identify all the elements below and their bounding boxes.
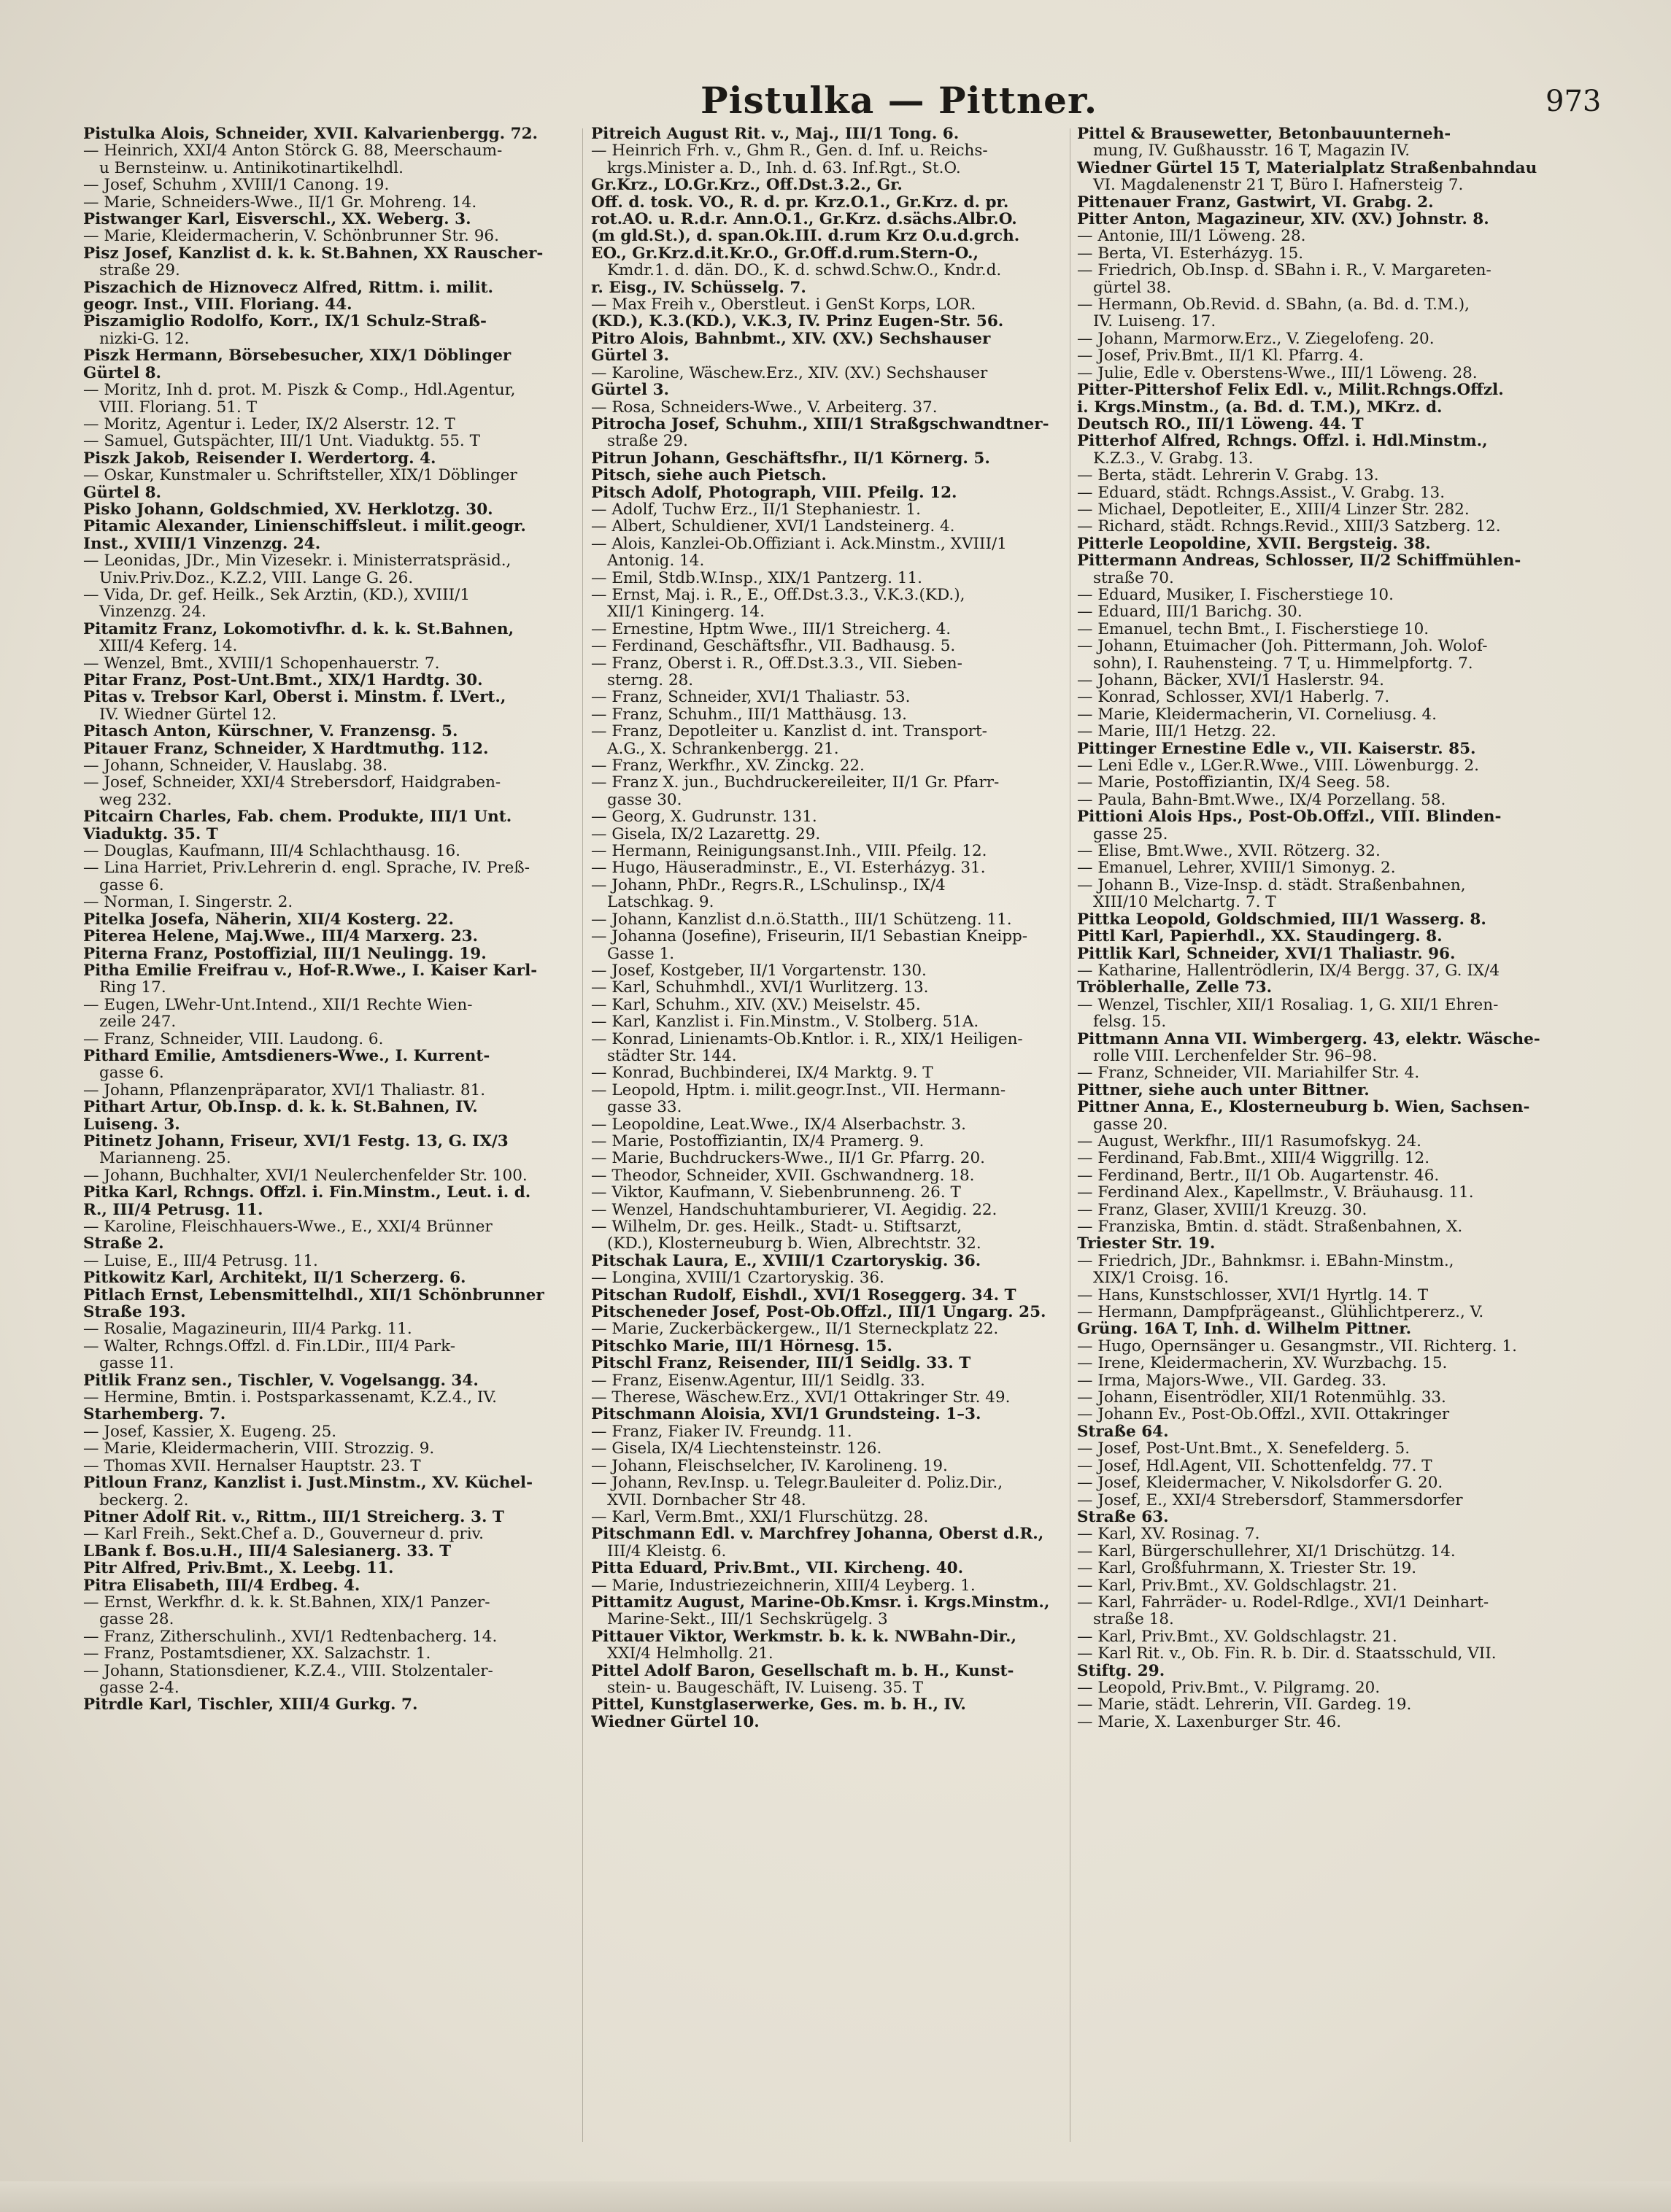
directory-entry-line: u Bernsteinw. u. Antinikotinartikelhdl. bbox=[99, 159, 404, 177]
directory-entry-line: r. Eisg., IV. Schüsselg. 7. bbox=[591, 279, 806, 297]
directory-entry-line: — Hermine, Bmtin. i. Postsparkassenamt, K.Z.4., IV. bbox=[83, 1389, 498, 1407]
directory-entry-line: — Josef, Post-Unt.Bmt., X. Senefelderg. 5. bbox=[1077, 1440, 1410, 1458]
directory-entry-line: — Hermann, Dampfprägeanst., Glühlichtpererz., V. bbox=[1077, 1304, 1484, 1321]
directory-entry-line: — Moritz, Agentur i. Leder, IX/2 Alserstr. 12. T bbox=[83, 415, 455, 433]
directory-entry-line: — Friedrich, Ob.Insp. d. SBahn i. R., V. Margareten- bbox=[1077, 262, 1491, 279]
directory-entry-line: — Gisela, IX/2 Lazarettg. 29. bbox=[591, 825, 821, 843]
directory-entry-line: — Therese, Wäschew.Erz., XVI/1 Ottakringer Str. 49. bbox=[591, 1389, 1011, 1407]
directory-entry-line: — Johann, Eisentrödler, XII/1 Rotenmühlg. 33. bbox=[1077, 1389, 1446, 1407]
directory-entry-line: — Marie, Kleidermacherin, VI. Corneliusg. 4. bbox=[1077, 705, 1437, 724]
directory-entry-line: Vinzenzg. 24. bbox=[99, 603, 207, 621]
directory-entry-line: Marine-Sekt., III/1 Sechskrügelg. 3 bbox=[607, 1611, 888, 1628]
directory-entry-line: — Emil, Stdb.W.Insp., XIX/1 Pantzerg. 11. bbox=[591, 569, 922, 587]
directory-entry-line: Pitar Franz, Post-Unt.Bmt., XIX/1 Hardtg. 30. bbox=[83, 672, 483, 689]
directory-entry-line: — Hermann, Ob.Revid. d. SBahn, (a. Bd. d. T.M.), bbox=[1077, 296, 1470, 314]
directory-entry-line: — Hermann, Reinigungsanst.Inh., VIII. Pfeilg. 12. bbox=[591, 843, 987, 860]
directory-entry-line: R., III/4 Petrusg. 11. bbox=[83, 1201, 263, 1218]
directory-entry-line: Pitkowitz Karl, Architekt, II/1 Scherzerg. 6. bbox=[83, 1269, 466, 1287]
directory-entry-line: Luiseng. 3. bbox=[83, 1115, 180, 1133]
directory-entry-line: — Rosalie, Magazineurin, III/4 Parkg. 11. bbox=[83, 1320, 412, 1338]
directory-entry-line: Gr.Krz., LO.Gr.Krz., Off.Dst.3.2., Gr. bbox=[591, 177, 903, 194]
directory-entry-line: — Johann B., Vize-Insp. d. städt. Straßenbahnen, bbox=[1077, 876, 1466, 894]
directory-entry-line: — Paula, Bahn-Bmt.Wwe., IX/4 Porzellang. 58. bbox=[1077, 791, 1446, 809]
directory-entry-line: — Karl, Priv.Bmt., XV. Goldschlagstr. 21. bbox=[1077, 1577, 1397, 1594]
directory-entry-line: — Franz, Fiaker IV. Freundg. 11. bbox=[591, 1423, 852, 1441]
directory-entry-line: — Eduard, Musiker, I. Fischerstiege 10. bbox=[1077, 586, 1394, 604]
directory-entry-line: XIII/10 Melchartg. 7. T bbox=[1093, 894, 1276, 911]
directory-entry-line: felsg. 15. bbox=[1093, 1013, 1167, 1031]
directory-entry-line: — Leonidas, JDr., Min Vizesekr. i. Ministerratspräsid., bbox=[83, 552, 512, 570]
directory-entry-line: — Marie, Kleidermacherin, VIII. Strozzig. 9. bbox=[83, 1440, 435, 1458]
directory-entry-line: krgs.Minister a. D., Inh. d. 63. Inf.Rgt., St.O. bbox=[607, 159, 961, 177]
page-title: Pistulka — Pittner. bbox=[701, 79, 1098, 122]
directory-entry-line: — Hugo, Häuseradminstr., E., VI. Esterházyg. 31. bbox=[591, 859, 986, 877]
directory-entry-line: Pistwanger Karl, Eisverschl., XX. Weberg. 3. bbox=[83, 211, 471, 228]
directory-entry-line: Pitschmann Edl. v. Marchfrey Johanna, Oberst d.R., bbox=[591, 1525, 1044, 1543]
directory-entry-line: — Leopold, Priv.Bmt., V. Pilgramg. 20. bbox=[1077, 1679, 1381, 1697]
directory-entry-line: rolle VIII. Lerchenfelder Str. 96–98. bbox=[1093, 1047, 1378, 1065]
directory-entry-line: Inst., XVIII/1 Vinzenzg. 24. bbox=[83, 535, 321, 553]
directory-entry-line: IV. Luiseng. 17. bbox=[1093, 313, 1216, 330]
directory-entry-line: sohn), I. Rauhensteing. 7 T, u. Himmelpfortg. 7. bbox=[1093, 654, 1473, 672]
directory-entry-line: — Albert, Schuldiener, XVI/1 Landsteinerg. 4. bbox=[591, 518, 955, 535]
directory-entry-line: — Franziska, Bmtin. d. städt. Straßenbahnen, X. bbox=[1077, 1218, 1463, 1236]
directory-entry-line: Pittmann Anna VII. Wimbergerg. 43, elektr. Wäsche- bbox=[1077, 1030, 1540, 1048]
directory-entry-line: — Ferdinand Alex., Kapellmstr., V. Bräuhausg. 11. bbox=[1077, 1184, 1474, 1202]
directory-entry-line: Pitamitz Franz, Lokomotivfhr. d. k. k. St.Bahnen, bbox=[83, 620, 514, 638]
directory-entry-line: — Franz, Postamtsdiener, XX. Salzachstr. 1. bbox=[83, 1645, 431, 1663]
directory-entry-line: — Marie, städt. Lehrerin, VII. Gardeg. 19. bbox=[1077, 1696, 1412, 1714]
directory-entry-line: Piszachich de Hiznovecz Alfred, Rittm. i. milit. bbox=[83, 279, 494, 297]
directory-entry-line: Piszamiglio Rodolfo, Korr., IX/1 Schulz-Straß- bbox=[83, 313, 487, 330]
directory-entry-line: Off. d. tosk. VO., R. d. pr. Krz.O.1., Gr.Krz. d. pr. bbox=[591, 193, 1009, 212]
directory-entry-line: — Leopold, Hptm. i. milit.geogr.Inst., VII. Hermann- bbox=[591, 1081, 1006, 1099]
directory-entry-line: — Johann Ev., Post-Ob.Offzl., XVII. Ottakringer bbox=[1077, 1406, 1450, 1423]
directory-entry-line: XVII. Dornbacher Str 48. bbox=[607, 1491, 806, 1509]
directory-column-1 bbox=[83, 125, 556, 2154]
directory-entry-line: Pitha Emilie Freifrau v., Hof-R.Wwe., I. Kaiser Karl- bbox=[83, 962, 538, 980]
directory-entry-line: Pitloun Franz, Kanzlist i. Just.Minstm., XV. Küchel- bbox=[83, 1474, 533, 1492]
directory-entry-line: Pitschan Rudolf, Eishdl., XVI/1 Roseggerg. 34. T bbox=[591, 1286, 1016, 1304]
directory-entry-line: — Franz, Werkfhr., XV. Zinckg. 22. bbox=[591, 757, 865, 775]
directory-entry-line: — Karl Rit. v., Ob. Fin. R. b. Dir. d. Staatsschuld, VII. bbox=[1077, 1645, 1497, 1663]
directory-entry-line: — Antonie, III/1 Löweng. 28. bbox=[1077, 228, 1306, 245]
directory-entry-line: — Moritz, Inh d. prot. M. Piszk & Comp., Hdl.Agentur, bbox=[83, 382, 516, 399]
directory-entry-line: Pitschl Franz, Reisender, III/1 Seidlg. 33. T bbox=[591, 1355, 971, 1372]
directory-entry-line: — Longina, XVIII/1 Czartoryskig. 36. bbox=[591, 1269, 884, 1287]
directory-entry-line: Pittel & Brausewetter, Betonbauunterneh- bbox=[1077, 125, 1451, 143]
directory-entry-line: A.G., X. Schrankenbergg. 21. bbox=[607, 740, 839, 758]
directory-entry-line: — Karl, Fahrräder- u. Rodel-Rdlge., XVI/1 Deinhart- bbox=[1077, 1593, 1489, 1612]
directory-entry-line: — Marie, Buchdruckers-Wwe., II/1 Gr. Pfarrg. 20. bbox=[591, 1150, 985, 1167]
directory-entry-line: Gasse 1. bbox=[607, 945, 675, 962]
directory-entry-line: — Wilhelm, Dr. ges. Heilk., Stadt- u. Stiftsarzt, bbox=[591, 1218, 962, 1236]
directory-entry-line: — Eduard, III/1 Barichg. 30. bbox=[1077, 603, 1303, 621]
directory-entry-line: — Leni Edle v., LGer.R.Wwe., VIII. Löwenburgg. 2. bbox=[1077, 757, 1480, 775]
directory-entry-line: Pittermann Andreas, Schlosser, II/2 Schiffmühlen- bbox=[1077, 552, 1521, 570]
page-bottom-edge bbox=[0, 2181, 1671, 2212]
directory-entry-line: — Gisela, IX/4 Liechtensteinstr. 126. bbox=[591, 1440, 882, 1458]
directory-entry-line: — Josef, E., XXI/4 Strebersdorf, Stammersdorfer bbox=[1077, 1491, 1463, 1509]
directory-entry-line: städter Str. 144. bbox=[607, 1047, 737, 1065]
directory-column-2 bbox=[591, 125, 1073, 2154]
directory-entry-line: Pitas v. Trebsor Karl, Oberst i. Minstm. f. LVert., bbox=[83, 689, 506, 706]
directory-entry-line: Pitr Alfred, Priv.Bmt., X. Leebg. 11. bbox=[83, 1560, 394, 1577]
directory-entry-line: Pitter Anton, Magazineur, XIV. (XV.) Johnstr. 8. bbox=[1077, 211, 1489, 228]
directory-entry-line: — Karl, Großfuhrmann, X. Triester Str. 19. bbox=[1077, 1560, 1417, 1577]
directory-entry-line: VIII. Floriang. 51. T bbox=[99, 398, 258, 416]
directory-entry-line: XIX/1 Croisg. 16. bbox=[1093, 1269, 1230, 1287]
directory-entry-line: Gürtel 3. bbox=[591, 382, 670, 399]
directory-entry-line: — Max Freih v., Oberstleut. i GenSt Korps, LOR. bbox=[591, 296, 976, 314]
directory-entry-line: — Marie, Industriezeichnerin, XIII/4 Leyberg. 1. bbox=[591, 1577, 976, 1594]
directory-entry-line: — Karl, Verm.Bmt., XXI/1 Flurschützg. 28. bbox=[591, 1508, 929, 1526]
directory-entry-line: Pittner Anna, E., Klosterneuburg b. Wien, Sachsen- bbox=[1077, 1099, 1530, 1116]
directory-entry-line: stein- u. Baugeschäft, IV. Luiseng. 35. T bbox=[607, 1679, 924, 1697]
directory-entry-line: — Josef, Hdl.Agent, VII. Schottenfeldg. 77. T bbox=[1077, 1457, 1432, 1475]
directory-entry-line: — Luise, E., III/4 Petrusg. 11. bbox=[83, 1252, 318, 1270]
directory-entry-line: — Josef, Priv.Bmt., II/1 Kl. Pfarrg. 4. bbox=[1077, 347, 1364, 365]
directory-entry-line: — August, Werkfhr., III/1 Rasumofskyg. 24. bbox=[1077, 1132, 1421, 1151]
directory-entry-line: VI. Magdalenenstr 21 T, Büro I. Hafnersteig 7. bbox=[1093, 177, 1464, 194]
directory-entry-line: — Konrad, Linienamts-Ob.Kntlor. i. R., XIX/1 Heiligen- bbox=[591, 1030, 1023, 1048]
directory-entry-line: Piterea Helene, Maj.Wwe., III/4 Marxerg. 23. bbox=[83, 928, 479, 945]
directory-entry-line: Pittioni Alois Hps., Post-Ob.Offzl., VIII. Blinden- bbox=[1077, 808, 1502, 826]
directory-entry-line: — Johann, Marmorw.Erz., V. Ziegelofeng. 20. bbox=[1077, 330, 1435, 348]
directory-entry-line: — Marie, Zuckerbäckergew., II/1 Sterneckplatz 22. bbox=[591, 1320, 999, 1338]
directory-entry-line: straße 70. bbox=[1093, 569, 1174, 587]
directory-entry-line: Pitamic Alexander, Linienschiffsleut. i milit.geogr. bbox=[83, 518, 526, 535]
directory-entry-line: — Ferdinand, Geschäftsfhr., VII. Badhausg. 5. bbox=[591, 638, 956, 655]
directory-entry-line: Pitscheneder Josef, Post-Ob.Offzl., III/1 Ungarg. 25. bbox=[591, 1304, 1046, 1321]
directory-entry-line: — Karl, Priv.Bmt., XV. Goldschlagstr. 21. bbox=[1077, 1628, 1397, 1646]
directory-entry-line: — Johann, Schneider, V. Hauslabg. 38. bbox=[83, 757, 388, 775]
directory-entry-line: — Thomas XVII. Hernalser Hauptstr. 23. T bbox=[83, 1457, 421, 1475]
directory-entry-line: XII/1 Kiningerg. 14. bbox=[607, 603, 765, 621]
directory-entry-line: — Hans, Kunstschlosser, XVI/1 Hyrtlg. 14. T bbox=[1077, 1286, 1429, 1304]
directory-entry-line: LBank f. Bos.u.H., III/4 Salesianerg. 33. T bbox=[83, 1542, 452, 1561]
directory-entry-line: XIII/4 Keferg. 14. bbox=[99, 638, 238, 655]
directory-entry-line: — Ernst, Werkfhr. d. k. k. St.Bahnen, XIX/1 Panzer- bbox=[83, 1593, 490, 1612]
directory-entry-line: gasse 6. bbox=[99, 1064, 164, 1082]
directory-entry-line: — Franz, Schneider, XVI/1 Thaliastr. 53. bbox=[591, 689, 911, 706]
directory-entry-line: Pittauer Viktor, Werkmstr. b. k. k. NWBahn-Dir., bbox=[591, 1628, 1016, 1646]
directory-entry-line: Pitschak Laura, E., XVIII/1 Czartoryskig. 36. bbox=[591, 1252, 981, 1270]
directory-entry-line: Pitner Adolf Rit. v., Rittm., III/1 Streicherg. 3. T bbox=[83, 1508, 504, 1526]
column-divider bbox=[582, 128, 583, 2142]
directory-entry-line: Pitter-Pittershof Felix Edl. v., Milit.Rchngs.Offzl. bbox=[1077, 382, 1504, 399]
directory-entry-line: Ring 17. bbox=[99, 979, 166, 997]
directory-entry-line: Gürtel 8. bbox=[83, 364, 162, 382]
directory-entry-line: Starhemberg. 7. bbox=[83, 1406, 226, 1423]
directory-entry-line: Pisz Josef, Kanzlist d. k. k. St.Bahnen, XX Rauscher- bbox=[83, 244, 544, 263]
directory-entry-line: — Johann, Stationsdiener, K.Z.4., VIII. Stolzentaler- bbox=[83, 1662, 493, 1679]
directory-entry-line: — Josef, Kassier, X. Eugeng. 25. bbox=[83, 1423, 337, 1441]
directory-entry-line: Pitterle Leopoldine, XVII. Bergsteig. 38. bbox=[1077, 535, 1431, 553]
directory-entry-line: — Wenzel, Handschuhtamburierer, VI. Aegidig. 22. bbox=[591, 1201, 997, 1218]
directory-entry-line: Stiftg. 29. bbox=[1077, 1662, 1165, 1679]
directory-entry-line: Pitschmann Aloisia, XVI/1 Grundsteing. 1–3. bbox=[591, 1406, 981, 1423]
directory-entry-line: — Franz, Oberst i. R., Off.Dst.3.3., VII. Sieben- bbox=[591, 654, 962, 672]
directory-entry-line: — Viktor, Kaufmann, V. Siebenbrunneng. 26. T bbox=[591, 1184, 961, 1202]
directory-entry-line: — Ferdinand, Fab.Bmt., XIII/4 Wiggrillg. 12. bbox=[1077, 1150, 1430, 1167]
directory-entry-line: — Alois, Kanzlei-Ob.Offiziant i. Ack.Minstm., XVIII/1 bbox=[591, 535, 1007, 553]
directory-entry-line: — Johann, Rev.Insp. u. Telegr.Bauleiter d. Poliz.Dir., bbox=[591, 1474, 1003, 1492]
directory-entry-line: Straße 2. bbox=[83, 1235, 164, 1253]
directory-entry-line: — Marie, Postoffiziantin, IX/4 Pramerg. 9. bbox=[591, 1132, 925, 1151]
directory-entry-line: (KD.), Klosterneuburg b. Wien, Albrechtstr. 32. bbox=[607, 1235, 981, 1253]
directory-entry-line: gasse 25. bbox=[1093, 825, 1168, 843]
directory-entry-line: Gürtel 8. bbox=[83, 484, 162, 501]
directory-entry-line: — Adolf, Tuchw Erz., II/1 Stephaniestr. 1. bbox=[591, 500, 921, 519]
directory-entry-line: Pitreich August Rit. v., Maj., III/1 Tong. 6. bbox=[591, 125, 960, 143]
directory-entry-line: Pitasch Anton, Kürschner, V. Franzensg. 5. bbox=[83, 723, 458, 740]
directory-entry-line: Pitta Eduard, Priv.Bmt., VII. Kircheng. 40. bbox=[591, 1560, 964, 1577]
directory-entry-line: — Marie, X. Laxenburger Str. 46. bbox=[1077, 1713, 1342, 1731]
directory-entry-line: Tröblerhalle, Zelle 73. bbox=[1077, 979, 1273, 997]
directory-entry-line: — Ernestine, Hptm Wwe., III/1 Streicherg. 4. bbox=[591, 620, 952, 638]
directory-entry-line: Pittel, Kunstglaserwerke, Ges. m. b. H., IV. bbox=[591, 1696, 966, 1714]
directory-entry-line: Pittamitz August, Marine-Ob.Kmsr. i. Krgs.Minstm., bbox=[591, 1593, 1050, 1612]
directory-entry-line: Pitschko Marie, III/1 Hörnesg. 15. bbox=[591, 1337, 892, 1356]
directory-entry-line: — Karl, XV. Rosinag. 7. bbox=[1077, 1525, 1260, 1543]
directory-entry-line: — Karl Freih., Sekt.Chef a. D., Gouverneur d. priv. bbox=[83, 1525, 484, 1543]
directory-entry-line: — Franz X. jun., Buchdruckereileiter, II/1 Gr. Pfarr- bbox=[591, 774, 1000, 792]
directory-entry-line: — Heinrich, XXI/4 Anton Störck G. 88, Meerschaum- bbox=[83, 142, 503, 160]
directory-entry-line: — Johann, Etuimacher (Joh. Pittermann, Joh. Wolof- bbox=[1077, 638, 1488, 655]
directory-entry-line: weg 232. bbox=[99, 791, 172, 809]
directory-entry-line: Pisko Johann, Goldschmied, XV. Herklotzg. 30. bbox=[83, 500, 493, 519]
directory-entry-line: — Georg, X. Gudrunstr. 131. bbox=[591, 808, 817, 826]
directory-entry-line: — Emanuel, techn Bmt., I. Fischerstiege 10. bbox=[1077, 620, 1429, 638]
directory-entry-line: Pitlach Ernst, Lebensmittelhdl., XII/1 Schönbrunner bbox=[83, 1286, 544, 1304]
directory-entry-line: Kmdr.1. d. dän. DO., K. d. schwd.Schw.O., Kndr.d. bbox=[607, 262, 1002, 279]
directory-entry-line: — Theodor, Schneider, XVII. Gschwandnerg. 18. bbox=[591, 1167, 975, 1185]
directory-entry-line: — Karl, Kanzlist i. Fin.Minstm., V. Stolberg. 51A. bbox=[591, 1013, 979, 1031]
directory-entry-line: Pittel Adolf Baron, Gesellschaft m. b. H., Kunst- bbox=[591, 1662, 1014, 1679]
directory-entry-line: — Julie, Edle v. Oberstens-Wwe., III/1 Löweng. 28. bbox=[1077, 364, 1478, 382]
directory-entry-line: Pitterhof Alfred, Rchngs. Offzl. i. Hdl.Minstm., bbox=[1077, 433, 1488, 450]
directory-entry-line: straße 29. bbox=[99, 262, 180, 279]
directory-entry-line: — Eduard, städt. Rchngs.Assist., V. Grabg. 13. bbox=[1077, 484, 1446, 501]
page-number: 973 bbox=[1545, 85, 1602, 118]
directory-entry-line: — Marie, Postoffiziantin, IX/4 Seeg. 58. bbox=[1077, 774, 1391, 792]
directory-entry-line: Pitrdle Karl, Tischler, XIII/4 Gurkg. 7. bbox=[83, 1696, 418, 1714]
directory-entry-line: — Josef, Schuhm , XVIII/1 Canong. 19. bbox=[83, 177, 390, 194]
directory-entry-line: — Heinrich Frh. v., Ghm R., Gen. d. Inf. u. Reichs- bbox=[591, 142, 988, 160]
directory-entry-line: Pitinetz Johann, Friseur, XVI/1 Festg. 13, G. IX/3 bbox=[83, 1132, 509, 1151]
directory-entry-line: — Berta, städt. Lehrerin V. Grabg. 13. bbox=[1077, 467, 1379, 484]
directory-entry-line: — Franz, Schneider, VII. Mariahilfer Str. 4. bbox=[1077, 1064, 1420, 1082]
directory-entry-line: — Franz, Schuhm., III/1 Matthäusg. 13. bbox=[591, 705, 907, 724]
page-header bbox=[0, 73, 1671, 131]
directory-entry-line: Wiedner Gürtel 10. bbox=[591, 1713, 760, 1731]
directory-entry-line: — Johann, Kanzlist d.n.ö.Statth., III/1 Schützeng. 11. bbox=[591, 910, 1012, 929]
directory-entry-line: mung, IV. Gußhausstr. 16 T, Magazin IV. bbox=[1093, 142, 1410, 160]
directory-entry-line: — Karl, Bürgerschullehrer, XI/1 Drischützg. 14. bbox=[1077, 1542, 1456, 1561]
directory-column-3 bbox=[1077, 125, 1581, 2154]
directory-entry-line: Pittner, siehe auch unter Bittner. bbox=[1077, 1081, 1370, 1099]
directory-entry-line: — Wenzel, Bmt., XVIII/1 Schopenhauerstr. 7. bbox=[83, 654, 440, 672]
directory-entry-line: — Rosa, Schneiders-Wwe., V. Arbeiterg. 37. bbox=[591, 398, 938, 416]
directory-entry-line: — Marie, III/1 Hetzg. 22. bbox=[1077, 723, 1277, 740]
directory-entry-line: — Johann, PhDr., Regrs.R., LSchulinsp., IX/4 bbox=[591, 876, 946, 894]
directory-entry-line: — Konrad, Buchbinderei, IX/4 Marktg. 9. T bbox=[591, 1064, 933, 1082]
directory-entry-line: Pithart Artur, Ob.Insp. d. k. k. St.Bahnen, IV. bbox=[83, 1099, 478, 1116]
directory-entry-line: geogr. Inst., VIII. Floriang. 44. bbox=[83, 296, 352, 314]
directory-entry-line: Deutsch RO., III/1 Löweng. 44. T bbox=[1077, 415, 1364, 433]
directory-entry-line: Straße 64. bbox=[1077, 1423, 1169, 1441]
directory-entry-line: — Richard, städt. Rchngs.Revid., XIII/3 Satzberg. 12. bbox=[1077, 518, 1501, 535]
directory-entry-line: — Johanna (Josefine), Friseurin, II/1 Sebastian Kneipp- bbox=[591, 928, 1028, 945]
directory-entry-line: straße 18. bbox=[1093, 1611, 1174, 1628]
directory-entry-line: Straße 193. bbox=[83, 1304, 186, 1321]
directory-entry-line: — Elise, Bmt.Wwe., XVII. Rötzerg. 32. bbox=[1077, 843, 1381, 860]
directory-entry-line: — Marie, Schneiders-Wwe., II/1 Gr. Mohreng. 14. bbox=[83, 193, 477, 212]
directory-entry-line: straße 29. bbox=[607, 433, 688, 450]
directory-entry-line: Pittka Leopold, Goldschmied, III/1 Wasserg. 8. bbox=[1077, 910, 1486, 929]
directory-entry-line: Triester Str. 19. bbox=[1077, 1235, 1216, 1253]
directory-entry-line: — Karoline, Wäschew.Erz., XIV. (XV.) Sechshauser bbox=[591, 364, 988, 382]
directory-entry-line: gasse 33. bbox=[607, 1099, 682, 1116]
directory-entry-line: Univ.Priv.Doz., K.Z.2, VIII. Lange G. 26. bbox=[99, 569, 414, 587]
directory-entry-line: — Norman, I. Singerstr. 2. bbox=[83, 894, 293, 911]
directory-entry-line: (KD.), K.3.(KD.), V.K.3, IV. Prinz Eugen-Str. 56. bbox=[591, 313, 1004, 330]
directory-entry-line: Pitsch Adolf, Photograph, VIII. Pfeilg. 12. bbox=[591, 484, 957, 501]
directory-entry-line: Pitelka Josefa, Näherin, XII/4 Kosterg. 22. bbox=[83, 910, 454, 929]
directory-entry-line: Pitra Elisabeth, III/4 Erdbeg. 4. bbox=[83, 1577, 360, 1594]
directory-entry-line: — Hugo, Opernsänger u. Gesangmstr., VII. Richterg. 1. bbox=[1077, 1337, 1517, 1356]
directory-entry-line: — Johann, Pflanzenpräparator, XVI/1 Thaliastr. 81. bbox=[83, 1081, 486, 1099]
directory-entry-line: — Irma, Majors-Wwe., VII. Gardeg. 33. bbox=[1077, 1372, 1387, 1390]
directory-entry-line: Piszk Hermann, Börsebesucher, XIX/1 Döblinger bbox=[83, 347, 512, 365]
directory-entry-line: Latschkag. 9. bbox=[607, 894, 714, 911]
directory-entry-line: — Johann, Buchhalter, XVI/1 Neulerchenfelder Str. 100. bbox=[83, 1167, 528, 1185]
directory-entry-line: — Douglas, Kaufmann, III/4 Schlachthausg. 16. bbox=[83, 843, 461, 860]
directory-entry-line: — Ernst, Maj. i. R., E., Off.Dst.3.3., V.K.3.(KD.), bbox=[591, 586, 965, 604]
directory-entry-line: (m gld.St.), d. span.Ok.III. d.rum Krz O.u.d.grch. bbox=[591, 228, 1020, 245]
directory-entry-line: EO., Gr.Krz.d.it.Kr.O., Gr.Off.d.rum.Stern-O., bbox=[591, 244, 979, 263]
directory-entry-line: — Irene, Kleidermacherin, XV. Wurzbachg. 15. bbox=[1077, 1355, 1448, 1372]
directory-entry-line: Pitauer Franz, Schneider, X Hardtmuthg. 112. bbox=[83, 740, 489, 758]
directory-entry-line: Antonig. 14. bbox=[607, 552, 705, 570]
directory-entry-line: — Karoline, Fleischhauers-Wwe., E., XXI/4 Brünner bbox=[83, 1218, 493, 1236]
directory-entry-line: Wiedner Gürtel 15 T, Materialplatz Straßenbahndau bbox=[1077, 159, 1537, 177]
directory-entry-line: gasse 30. bbox=[607, 791, 682, 809]
directory-entry-line: K.Z.3., V. Grabg. 13. bbox=[1093, 449, 1254, 468]
directory-entry-line: gasse 6. bbox=[99, 876, 164, 894]
directory-entry-line: zeile 247. bbox=[99, 1013, 177, 1031]
directory-entry-line: Pitrun Johann, Geschäftsfhr., II/1 Körnerg. 5. bbox=[591, 449, 990, 468]
directory-entry-line: — Franz, Schneider, VIII. Laudong. 6. bbox=[83, 1030, 384, 1048]
directory-entry-line: — Oskar, Kunstmaler u. Schriftsteller, XIX/1 Döblinger bbox=[83, 467, 517, 484]
directory-entry-line: Pitlik Franz sen., Tischler, V. Vogelsangg. 34. bbox=[83, 1372, 479, 1390]
directory-entry-line: — Wenzel, Tischler, XII/1 Rosaliag. 1, G. XII/1 Ehren- bbox=[1077, 996, 1499, 1014]
directory-entry-line: gasse 28. bbox=[99, 1611, 174, 1628]
directory-entry-line: Pittinger Ernestine Edle v., VII. Kaiserstr. 85. bbox=[1077, 740, 1476, 758]
directory-entry-line: Pittl Karl, Papierhdl., XX. Staudingerg. 8. bbox=[1077, 928, 1443, 945]
directory-entry-line: — Michael, Depotleiter, E., XIII/4 Linzer Str. 282. bbox=[1077, 500, 1470, 519]
directory-entry-line: — Johann, Fleischselcher, IV. Karolineng. 19. bbox=[591, 1457, 948, 1475]
directory-entry-line: — Franz, Depotleiter u. Kanzlist d. int. Transport- bbox=[591, 723, 987, 740]
directory-entry-line: i. Krgs.Minstm., (a. Bd. d. T.M.), MKrz. d. bbox=[1077, 398, 1443, 416]
directory-entry-line: XXI/4 Helmhollg. 21. bbox=[607, 1645, 773, 1663]
directory-entry-line: Pitro Alois, Bahnbmt., XIV. (XV.) Sechshauser bbox=[591, 330, 991, 348]
directory-entry-line: gasse 2-4. bbox=[99, 1679, 180, 1697]
directory-entry-line: III/4 Kleistg. 6. bbox=[607, 1542, 727, 1561]
directory-entry-line: — Franz, Glaser, XVIII/1 Kreuzg. 30. bbox=[1077, 1201, 1367, 1218]
directory-entry-line: Gürtel 3. bbox=[591, 347, 670, 365]
directory-entry-line: — Lina Harriet, Priv.Lehrerin d. engl. Sprache, IV. Preß- bbox=[83, 859, 530, 877]
directory-entry-line: — Marie, Kleidermacherin, V. Schönbrunner Str. 96. bbox=[83, 228, 499, 245]
directory-entry-line: beckerg. 2. bbox=[99, 1491, 189, 1509]
directory-entry-line: — Karl, Schuhm., XIV. (XV.) Meiselstr. 45. bbox=[591, 996, 921, 1014]
directory-entry-line: — Emanuel, Lehrer, XVIII/1 Simonyg. 2. bbox=[1077, 859, 1396, 877]
directory-entry-line: gürtel 38. bbox=[1093, 279, 1172, 297]
directory-entry-line: — Katharine, Hallentrödlerin, IX/4 Bergg. 37, G. IX/4 bbox=[1077, 962, 1500, 980]
directory-entry-line: Piszk Jakob, Reisender I. Werdertorg. 4. bbox=[83, 449, 436, 468]
directory-entry-line: IV. Wiedner Gürtel 12. bbox=[99, 705, 277, 724]
directory-entry-line: — Josef, Kostgeber, II/1 Vorgartenstr. 130. bbox=[591, 962, 927, 980]
directory-entry-line: Pittlik Karl, Schneider, XVI/1 Thaliastr. 96. bbox=[1077, 945, 1456, 962]
directory-entry-line: — Walter, Rchngs.Offzl. d. Fin.LDir., III/4 Park- bbox=[83, 1337, 455, 1356]
directory-entry-line: — Berta, VI. Esterházyg. 15. bbox=[1077, 244, 1304, 263]
directory-entry-line: — Franz, Eisenw.Agentur, III/1 Seidlg. 33. bbox=[591, 1372, 925, 1390]
directory-entry-line: — Eugen, LWehr-Unt.Intend., XII/1 Rechte Wien- bbox=[83, 996, 473, 1014]
directory-entry-line: Grüng. 16A T, Inh. d. Wilhelm Pittner. bbox=[1077, 1320, 1412, 1338]
directory-entry-line: — Leopoldine, Leat.Wwe., IX/4 Alserbachstr. 3. bbox=[591, 1115, 966, 1133]
directory-entry-line: — Konrad, Schlosser, XVI/1 Haberlg. 7. bbox=[1077, 689, 1390, 706]
directory-entry-line: nizki-G. 12. bbox=[99, 330, 190, 348]
directory-entry-line: rot.AO. u. R.d.r. Ann.O.1., Gr.Krz. d.sächs.Albr.O. bbox=[591, 211, 1017, 228]
directory-entry-line: Viaduktg. 35. T bbox=[83, 825, 218, 843]
directory-entry-line: — Josef, Kleidermacher, V. Nikolsdorfer G. 20. bbox=[1077, 1474, 1443, 1492]
directory-entry-line: — Franz, Zitherschulinh., XVI/1 Redtenbacherg. 14. bbox=[83, 1628, 498, 1646]
directory-entry-line: — Ferdinand, Bertr., II/1 Ob. Augartenstr. 46. bbox=[1077, 1167, 1440, 1185]
directory-entry-line: gasse 11. bbox=[99, 1355, 174, 1372]
directory-entry-line: Piterna Franz, Postoffizial, III/1 Neulingg. 19. bbox=[83, 945, 487, 962]
directory-entry-line: — Samuel, Gutspächter, III/1 Unt. Viaduktg. 55. T bbox=[83, 433, 480, 450]
directory-entry-line: Pistulka Alois, Schneider, XVII. Kalvarienbergg. 72. bbox=[83, 125, 539, 143]
directory-entry-line: — Friedrich, JDr., Bahnkmsr. i. EBahn-Minstm., bbox=[1077, 1252, 1454, 1270]
directory-entry-line: — Johann, Bäcker, XVI/1 Haslerstr. 94. bbox=[1077, 672, 1384, 689]
directory-entry-line: Pitsch, siehe auch Pietsch. bbox=[591, 467, 827, 484]
directory-entry-line: — Karl, Schuhmhdl., XVI/1 Wurlitzerg. 13. bbox=[591, 979, 929, 997]
directory-entry-line: — Josef, Schneider, XXI/4 Strebersdorf, Haidgraben- bbox=[83, 774, 501, 792]
directory-entry-line: gasse 20. bbox=[1093, 1115, 1168, 1133]
directory-entry-line: Straße 63. bbox=[1077, 1508, 1169, 1526]
directory-entry-line: Pittenauer Franz, Gastwirt, VI. Grabg. 2. bbox=[1077, 193, 1434, 212]
directory-entry-line: Marianneng. 25. bbox=[99, 1150, 231, 1167]
directory-entry-line: Pitka Karl, Rchngs. Offzl. i. Fin.Minstm., Leut. i. d. bbox=[83, 1184, 531, 1202]
directory-entry-line: Pithard Emilie, Amtsdieners-Wwe., I. Kurrent- bbox=[83, 1047, 490, 1065]
directory-entry-line: — Vida, Dr. gef. Heilk., Sek Ärztin, (KD.), XVIII/1 bbox=[83, 586, 471, 604]
directory-entry-line: sterng. 28. bbox=[607, 672, 694, 689]
directory-entry-line: Pitcairn Charles, Fab. chem. Produkte, III/1 Unt. bbox=[83, 808, 512, 826]
directory-entry-line: Pitrocha Josef, Schuhm., XIII/1 Straßgschwandtner- bbox=[591, 415, 1049, 433]
